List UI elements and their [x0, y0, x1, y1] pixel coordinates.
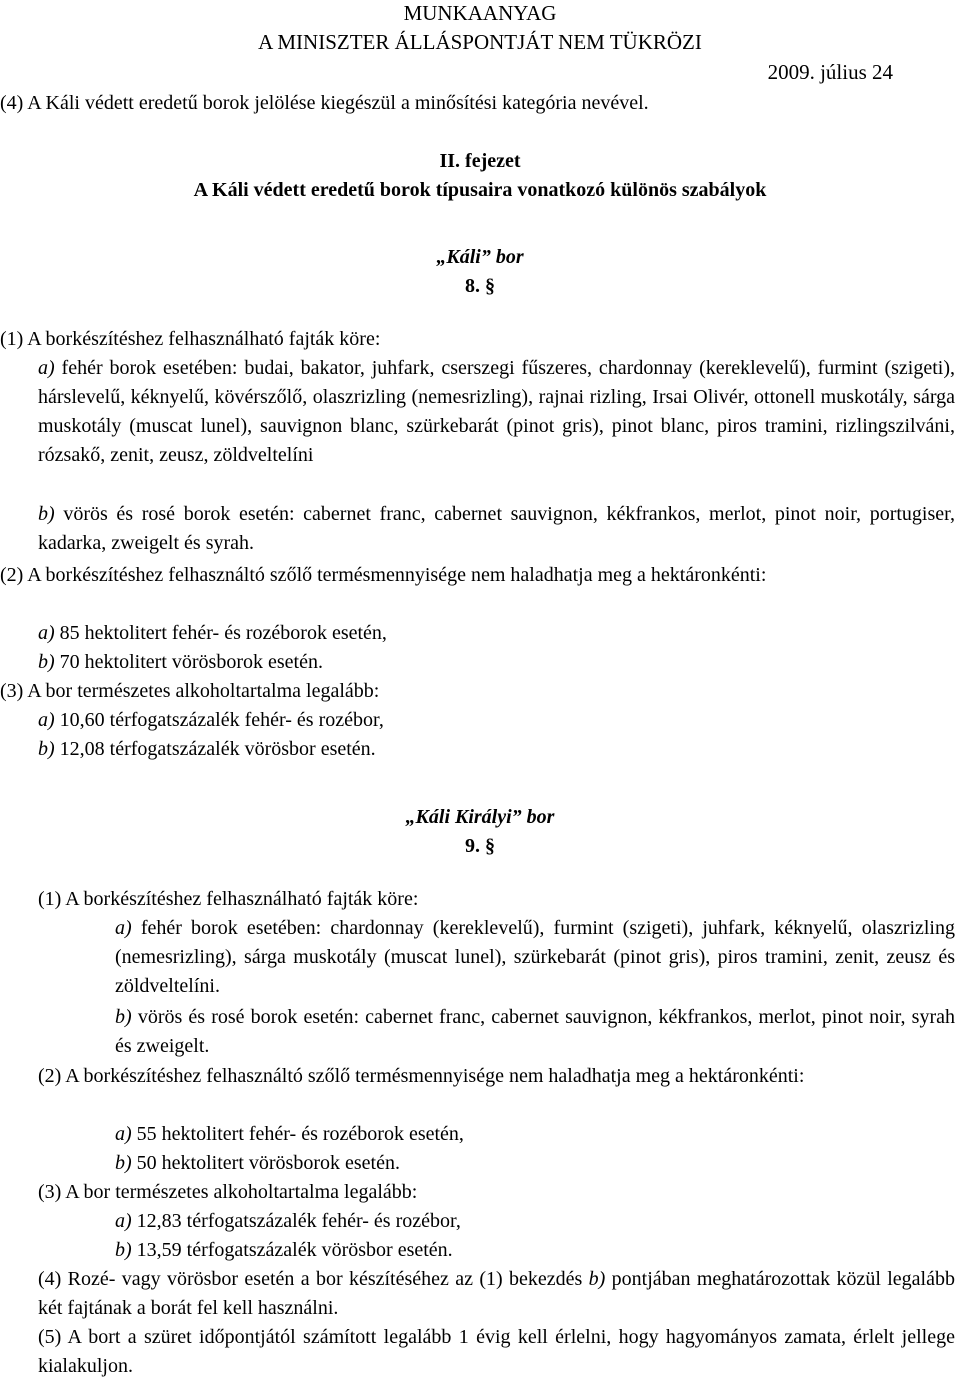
s8-p3-point-b-text: 12,08 térfogatszázalék vörösbor esetén.: [54, 738, 376, 760]
s9-paragraph-4: [38, 1265, 955, 1323]
s8-p2-point-a: [38, 619, 938, 648]
document-date: 2009. július 24: [767, 60, 893, 84]
s9-p3-point-a-text: 12,83 térfogatszázalék fehér- és rozébor,: [131, 1210, 461, 1232]
section-9-number: 9. §: [465, 835, 495, 857]
s9-p4-text-pre: (4) Rozé- vagy vörösbor esetén a bor készítéséhez az (1) bekezdés: [38, 1268, 589, 1290]
s9-p2-point-a: [115, 1120, 935, 1149]
watermark-line-2: A MINISZTER ÁLLÁSPONTJÁT NEM TÜKRÖZI: [258, 30, 702, 54]
chapter-title: A Káli védett eredetű borok típusaira vonatkozó különös szabályok: [193, 179, 767, 201]
s8-point-b-letter: b): [38, 503, 55, 525]
s8-p3-point-a-text: 10,60 térfogatszázalék fehér- és rozébor,: [54, 709, 384, 731]
s9-p2-point-b: [115, 1149, 935, 1178]
s9-p2-point-a-text: 55 hektolitert fehér- és rozéborok esetén,: [131, 1123, 464, 1145]
s8-paragraph-3: (3) A bor természetes alkoholtartalma legalább:: [0, 680, 380, 702]
paragraph-4-intro: (4) A Káli védett eredetű borok jelölése kiegészül a minősítési kategória nevével.: [0, 92, 649, 114]
s8-p3-point-b: [38, 735, 938, 764]
s8-paragraph-1: (1) A borkészítéshez felhasználható fajták köre:: [0, 328, 381, 350]
s8-point-a: [38, 354, 955, 470]
s9-paragraph-2: (2) A borkészítéshez felhasználtó szőlő termésmennyisége nem haladhatja meg a hektáronkénti:: [38, 1065, 805, 1087]
s9-paragraph-5: (5) A bort a szüret időpontjától számított legalább 1 évig kell érlelni, hogy hagyományos zamata, érlelt jellege kialakuljon.: [38, 1326, 955, 1377]
s8-p2-point-b-text: 70 hektolitert vörösborok esetén.: [54, 651, 323, 673]
s9-p4-text-post: pontjában meghatározottak közül legalább két fajtának a borát fel kell használni.: [38, 1268, 955, 1319]
s9-paragraph-3: (3) A bor természetes alkoholtartalma legalább:: [38, 1181, 418, 1203]
s8-p3-point-a-letter: a): [38, 709, 55, 731]
s9-p4-letter: b): [588, 1268, 606, 1290]
s8-p3-point-b-letter: b): [38, 738, 55, 760]
s9-point-a-text: fehér borok esetében: chardonnay (kereklevelű), furmint (szigeti), juhfark, kéknyelű, olaszrizling (nemesrizling), sárga muskotály (muscat lunel), szürkebarát (pinot gris), piros tramini, zenit, zeusz és zöldveltelíni.: [115, 917, 955, 997]
s9-point-a-letter: a): [115, 917, 132, 939]
s8-p2-point-b: [38, 648, 938, 677]
s8-p2-point-b-letter: b): [38, 651, 55, 673]
s9-point-b: [115, 1003, 955, 1061]
s9-p3-point-b: [115, 1236, 935, 1265]
s9-paragraph-1: (1) A borkészítéshez felhasználható fajták köre:: [38, 888, 419, 910]
s8-point-b: [38, 500, 955, 558]
s9-p3-point-a-letter: a): [115, 1210, 132, 1232]
s9-point-a: [115, 914, 955, 1001]
s8-point-a-letter: a): [38, 357, 55, 379]
s9-p3-point-b-letter: b): [115, 1239, 132, 1261]
watermark-line-1: MUNKAANYAG: [403, 1, 557, 25]
s9-p2-point-b-letter: b): [115, 1152, 132, 1174]
section-9-heading: „Káli Királyi” bor: [405, 806, 555, 828]
s9-point-b-text: vörös és rosé borok esetén: cabernet franc, cabernet sauvignon, kékfrankos, merlot, pinot noir, syrah és zweigelt.: [115, 1006, 955, 1057]
s8-p2-point-a-text: 85 hektolitert fehér- és rozéborok esetén,: [54, 622, 387, 644]
s8-p2-point-a-letter: a): [38, 622, 55, 644]
s9-p3-point-a: [115, 1207, 935, 1236]
s9-p2-point-b-text: 50 hektolitert vörösborok esetén.: [131, 1152, 400, 1174]
chapter-number: II. fejezet: [439, 150, 521, 172]
s8-point-a-text: fehér borok esetében: budai, bakator, juhfark, cserszegi fűszeres, chardonnay (kereklevelű), furmint (szigeti), hárslevelű, kéknyelű, kövérszőlő, olaszrizling (nemesrizling), rajnai rizling, Irsai Olivér, ottonell muskotály, sárga muskotály (muscat lunel), sauvignon blanc, szürkebarát (pinot gris), pinot blanc, piros tramini, rizlingszilváni, rózsakő, zenit, zeusz, zöldveltelíni: [38, 357, 955, 466]
section-8-number: 8. §: [465, 275, 495, 297]
s9-p2-point-a-letter: a): [115, 1123, 132, 1145]
s8-paragraph-2: (2) A borkészítéshez felhasználtó szőlő termésmennyisége nem haladhatja meg a hektáronkénti:: [0, 564, 767, 586]
s8-point-b-text: vörös és rosé borok esetén: cabernet franc, cabernet sauvignon, kékfrankos, merlot, pinot noir, portugiser, kadarka, zweigelt és syrah.: [38, 503, 955, 554]
s9-p3-point-b-text: 13,59 térfogatszázalék vörösbor esetén.: [131, 1239, 453, 1261]
section-8-heading: „Káli” bor: [436, 246, 524, 268]
s8-p3-point-a: [38, 706, 938, 735]
s9-point-b-letter: b): [115, 1006, 132, 1028]
